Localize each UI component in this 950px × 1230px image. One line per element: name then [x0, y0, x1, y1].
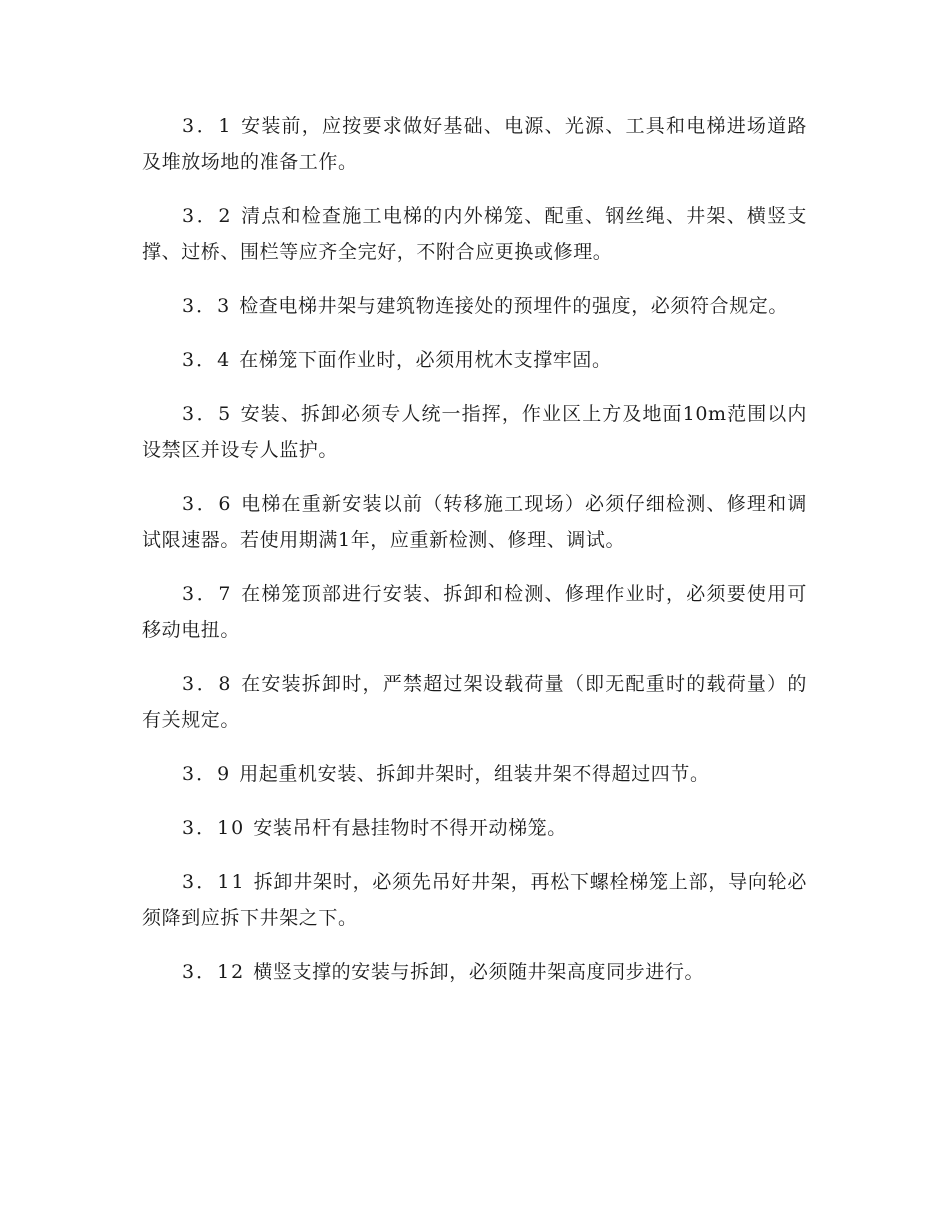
clause-text: 安装吊杆有悬挂物时不得开动梯笼。 [253, 817, 567, 839]
clause-number: 3．11 [182, 871, 246, 893]
clause-number: 3．10 [182, 817, 246, 839]
clause-text: 在梯笼下面作业时，必须用枕木支撑牢固。 [239, 349, 612, 371]
clause-text: 用起重机安装、拆卸井架时，组装井架不得超过四节。 [239, 763, 710, 785]
clause-number: 3．1 [182, 115, 233, 137]
clause-3-7 [142, 576, 807, 648]
clause-text: 横竖支撑的安装与拆卸，必须随井架高度同步进行。 [253, 961, 705, 983]
clause-text: 在安装拆卸时，严禁超过架设载荷量（即无配重时的载荷量）的有关规定。 [142, 673, 807, 731]
clause-text: 清点和检查施工电梯的内外梯笼、配重、钢丝绳、井架、横竖支撑、过桥、围栏等应齐全完好，不附合应更换或修理。 [142, 205, 807, 263]
clause-3-2 [142, 198, 807, 270]
clause-text: 电梯在重新安装以前（转移施工现场）必须仔细检测、修理和调试限速器。若使用期满1年，应重新检测、修理、调试。 [142, 493, 807, 551]
clause-number: 3．12 [182, 961, 246, 983]
clause-text: 安装前，应按要求做好基础、电源、光源、工具和电梯进场道路及堆放场地的准备工作。 [142, 115, 807, 173]
clause-text: 安装、拆卸必须专人统一指挥，作业区上方及地面10m范围以内设禁区并设专人监护。 [142, 403, 807, 461]
clause-3-3 [142, 288, 807, 324]
clause-3-6 [142, 486, 807, 558]
clause-text: 拆卸井架时，必须先吊好井架，再松下螺栓梯笼上部，导向轮必须降到应拆下井架之下。 [142, 871, 807, 929]
clause-number: 3．5 [182, 403, 233, 425]
document-body [142, 108, 807, 1008]
clause-number: 3．6 [182, 493, 233, 515]
clause-3-8 [142, 666, 807, 738]
clause-number: 3．2 [182, 205, 233, 227]
clause-text: 在梯笼顶部进行安装、拆卸和检测、修理作业时，必须要使用可移动电扭。 [142, 583, 807, 641]
clause-number: 3．3 [182, 295, 232, 317]
clause-number: 3．8 [182, 673, 233, 695]
clause-3-4 [142, 342, 807, 378]
clause-number: 3．4 [182, 349, 232, 371]
clause-3-10 [142, 810, 807, 846]
clause-3-11 [142, 864, 807, 936]
clause-3-5 [142, 396, 807, 468]
clause-number: 3．7 [182, 583, 233, 605]
clause-text: 检查电梯井架与建筑物连接处的预埋件的强度，必须符合规定。 [239, 295, 788, 317]
clause-3-12 [142, 954, 807, 990]
clause-3-1 [142, 108, 807, 180]
clause-3-9 [142, 756, 807, 792]
clause-number: 3．9 [182, 763, 232, 785]
